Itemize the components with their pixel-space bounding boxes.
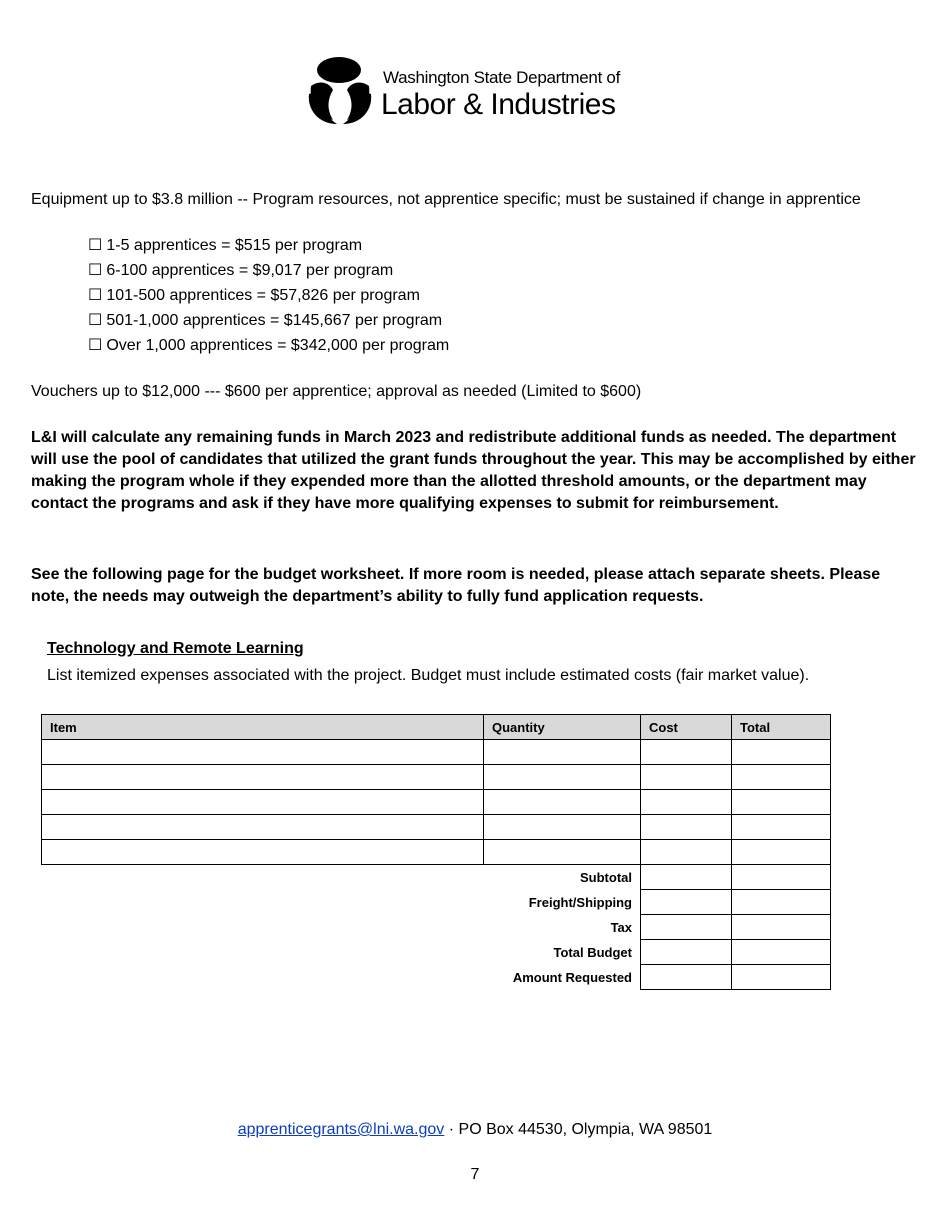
tax-total-cell[interactable] — [732, 915, 831, 940]
table-row — [42, 815, 831, 840]
cost-cell[interactable] — [641, 740, 732, 765]
equipment-option-label: 101-500 apprentices = $57,826 per program — [106, 287, 420, 304]
cost-cell[interactable] — [641, 815, 732, 840]
lni-logo-mark-icon — [305, 54, 377, 128]
freight-cost-cell[interactable] — [641, 890, 732, 915]
column-header-item: Item — [42, 715, 484, 740]
checkbox-icon[interactable]: ☐ — [88, 337, 103, 354]
summary-label: Freight/Shipping — [528, 894, 632, 910]
budget-table — [41, 714, 831, 990]
summary-row-total-budget — [42, 940, 831, 965]
freight-total-cell[interactable] — [732, 890, 831, 915]
quantity-cell[interactable] — [484, 840, 641, 865]
equipment-option[interactable] — [88, 310, 449, 335]
table-row — [42, 790, 831, 815]
total-budget-total-cell[interactable] — [732, 940, 831, 965]
checkbox-icon[interactable]: ☐ — [88, 287, 103, 304]
total-cell[interactable] — [732, 765, 831, 790]
subtotal-total-cell[interactable] — [732, 865, 831, 890]
equipment-option[interactable] — [88, 260, 449, 285]
total-cell[interactable] — [732, 840, 831, 865]
equipment-intro: Equipment up to $3.8 million -- Program resources, not apprentice specific; must be sustained if change in apprentice — [31, 191, 861, 208]
tax-cost-cell[interactable] — [641, 915, 732, 940]
equipment-option-label: 6-100 apprentices = $9,017 per program — [106, 262, 394, 279]
logo-line-2: Labor & Industries — [381, 88, 616, 121]
subtotal-cost-cell[interactable] — [641, 865, 732, 890]
equipment-option[interactable] — [88, 285, 449, 310]
column-header-quantity: Quantity — [484, 715, 641, 740]
item-cell[interactable] — [42, 765, 484, 790]
quantity-cell[interactable] — [484, 815, 641, 840]
column-header-cost: Cost — [641, 715, 732, 740]
worksheet-notice: See the following page for the budget worksheet. If more room is needed, please attach separate sheets. Please note, the needs may outweigh the department’s ability to fully fund application requests. — [31, 566, 881, 605]
footer — [0, 1121, 950, 1139]
page-number: 7 — [470, 1166, 480, 1183]
summary-label: Subtotal — [580, 869, 632, 885]
equipment-option[interactable] — [88, 335, 449, 360]
item-cell[interactable] — [42, 790, 484, 815]
equipment-option[interactable] — [88, 235, 449, 260]
quantity-cell[interactable] — [484, 765, 641, 790]
equipment-option-label: 1-5 apprentices = $515 per program — [106, 237, 363, 254]
amount-requested-cost-cell[interactable] — [641, 965, 732, 990]
cost-cell[interactable] — [641, 765, 732, 790]
summary-label: Amount Requested — [512, 969, 632, 985]
quantity-cell[interactable] — [484, 790, 641, 815]
column-header-total: Total — [732, 715, 831, 740]
table-row — [42, 840, 831, 865]
equipment-option-label: 501-1,000 apprentices = $145,667 per program — [106, 312, 443, 329]
cost-cell[interactable] — [641, 790, 732, 815]
quantity-cell[interactable] — [484, 740, 641, 765]
section-title: Technology and Remote Learning — [47, 640, 304, 657]
item-cell[interactable] — [42, 840, 484, 865]
item-cell[interactable] — [42, 815, 484, 840]
equipment-options — [88, 235, 449, 360]
checkbox-icon[interactable]: ☐ — [88, 312, 103, 329]
summary-row-amount-requested — [42, 965, 831, 990]
summary-label: Tax — [610, 919, 632, 935]
table-row — [42, 765, 831, 790]
equipment-option-label: Over 1,000 apprentices = $342,000 per program — [106, 337, 450, 354]
checkbox-icon[interactable]: ☐ — [88, 237, 103, 254]
vouchers-text: Vouchers up to $12,000 --- $600 per apprentice; approval as needed (Limited to $600) — [31, 383, 642, 400]
lni-logo — [305, 54, 625, 128]
footer-address: · PO Box 44530, Olympia, WA 98501 — [444, 1121, 713, 1138]
table-header-row — [42, 715, 831, 740]
logo-line-1: Washington State Department of — [383, 68, 621, 87]
section-description: List itemized expenses associated with the project. Budget must include estimated costs (fair market value). — [47, 667, 810, 684]
total-cell[interactable] — [732, 740, 831, 765]
summary-row-subtotal — [42, 865, 831, 890]
checkbox-icon[interactable]: ☐ — [88, 262, 103, 279]
cost-cell[interactable] — [641, 840, 732, 865]
email-link[interactable]: apprenticegrants@lni.wa.gov — [237, 1121, 445, 1138]
amount-requested-total-cell[interactable] — [732, 965, 831, 990]
total-cell[interactable] — [732, 790, 831, 815]
summary-label: Total Budget — [553, 944, 632, 960]
summary-row-tax — [42, 915, 831, 940]
funds-notice: L&I will calculate any remaining funds in March 2023 and redistribute additional funds as needed. The department will use the pool of candidates that utilized the grant funds throughout the year. This may be accomplished by either making the program whole if they expended more than the allotted threshold amounts, or the department may contact the programs and ask if they have more qualifying expenses to submit for reimbursement. — [31, 429, 916, 512]
item-cell[interactable] — [42, 740, 484, 765]
table-row — [42, 740, 831, 765]
summary-row-freight — [42, 890, 831, 915]
total-budget-cost-cell[interactable] — [641, 940, 732, 965]
total-cell[interactable] — [732, 815, 831, 840]
